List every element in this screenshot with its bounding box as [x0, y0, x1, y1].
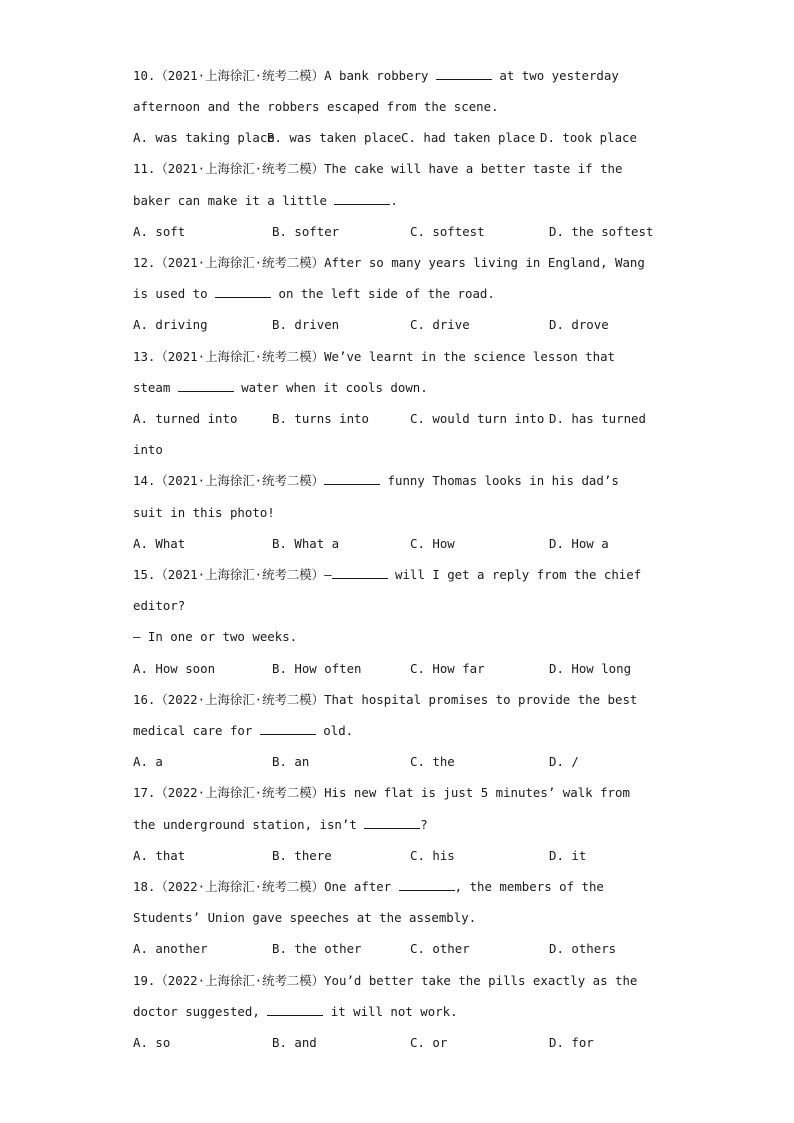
option-a: A. another [133, 941, 208, 956]
option-c: C. drive [410, 317, 470, 332]
option-d: D. others [549, 941, 617, 956]
question-16-line2: medical care for old. [133, 723, 354, 738]
answer-blank [332, 567, 388, 579]
answer-blank [178, 380, 234, 392]
option-b: B. the other [272, 941, 362, 956]
option-b: B. How often [272, 661, 362, 676]
option-d: D. took place [540, 130, 637, 145]
option-d: D. for [549, 1035, 594, 1050]
option-a: A. so [133, 1035, 171, 1050]
answer-blank [267, 1004, 323, 1016]
question-18-line2: Students’ Union gave speeches at the assembly. [133, 910, 477, 925]
option-c: C. his [410, 848, 455, 863]
question-15-stem: 15.（2021·上海徐汇·统考二模）— will I get a reply from the chief [133, 567, 642, 582]
option-d: D. How long [549, 661, 632, 676]
option-b: B. What a [272, 536, 340, 551]
option-d: D. / [549, 754, 579, 769]
answer-blank [260, 723, 316, 735]
question-10-stem: 10.（2021·上海徐汇·统考二模）A bank robbery at two yesterday [133, 68, 619, 83]
option-d-wrap: into [133, 442, 163, 457]
answer-blank [334, 193, 390, 205]
question-17-stem: 17.（2022·上海徐汇·统考二模）His new flat is just 5 minutes’ walk from [133, 785, 630, 800]
answer-blank [399, 879, 455, 891]
option-c: C. softest [410, 224, 485, 239]
option-b: B. softer [272, 224, 340, 239]
answer-blank [364, 817, 420, 829]
answer-blank [324, 473, 380, 485]
question-12-line2: is used to on the left side of the road. [133, 286, 495, 301]
question-13-stem: 13.（2021·上海徐汇·统考二模）We’ve learnt in the science lesson that [133, 349, 615, 364]
option-c: C. How far [410, 661, 485, 676]
option-b: B. was taken place [267, 130, 402, 145]
option-a: A. driving [133, 317, 208, 332]
option-d: D. drove [549, 317, 609, 332]
option-a: A. soft [133, 224, 186, 239]
question-18-stem: 18.（2022·上海徐汇·统考二模）One after , the members of the [133, 879, 604, 894]
answer-blank [436, 68, 492, 80]
question-12-stem: 12.（2021·上海徐汇·统考二模）After so many years living in England, Wang [133, 255, 645, 270]
question-15-reply: — In one or two weeks. [133, 629, 298, 644]
option-c: C. the [410, 754, 455, 769]
option-b: B. there [272, 848, 332, 863]
option-c: C. How [410, 536, 455, 551]
question-13-line2: steam water when it cools down. [133, 380, 428, 395]
option-d: D. has turned [549, 411, 646, 426]
question-17-line2: the underground station, isn’t ? [133, 817, 428, 832]
option-a: A. was taking place [133, 130, 275, 145]
question-11-stem: 11.（2021·上海徐汇·统考二模）The cake will have a better taste if the [133, 161, 623, 176]
question-11-line2: baker can make it a little . [133, 193, 398, 208]
question-19-stem: 19.（2022·上海徐汇·统考二模）You’d better take the pills exactly as the [133, 973, 638, 988]
question-14-line2: suit in this photo! [133, 505, 275, 520]
option-d: D. it [549, 848, 587, 863]
option-d: D. the softest [549, 224, 654, 239]
question-19-line2: doctor suggested, it will not work. [133, 1004, 458, 1019]
option-d: D. How a [549, 536, 609, 551]
option-a: A. that [133, 848, 186, 863]
option-b: B. driven [272, 317, 340, 332]
option-c: C. other [410, 941, 470, 956]
option-b: B. and [272, 1035, 317, 1050]
option-c: C. had taken place [401, 130, 536, 145]
question-10-line2: afternoon and the robbers escaped from the scene. [133, 99, 499, 114]
option-b: B. an [272, 754, 310, 769]
question-14-stem: 14.（2021·上海徐汇·统考二模） funny Thomas looks in his dad’s [133, 473, 619, 488]
option-a: A. turned into [133, 411, 238, 426]
question-16-stem: 16.（2022·上海徐汇·统考二模）That hospital promises to provide the best [133, 692, 638, 707]
option-b: B. turns into [272, 411, 369, 426]
option-a: A. What [133, 536, 186, 551]
question-15-line2: editor? [133, 598, 186, 613]
option-a: A. How soon [133, 661, 216, 676]
option-c: C. would turn into [410, 411, 545, 426]
option-c: C. or [410, 1035, 448, 1050]
option-a: A. a [133, 754, 163, 769]
answer-blank [215, 286, 271, 298]
